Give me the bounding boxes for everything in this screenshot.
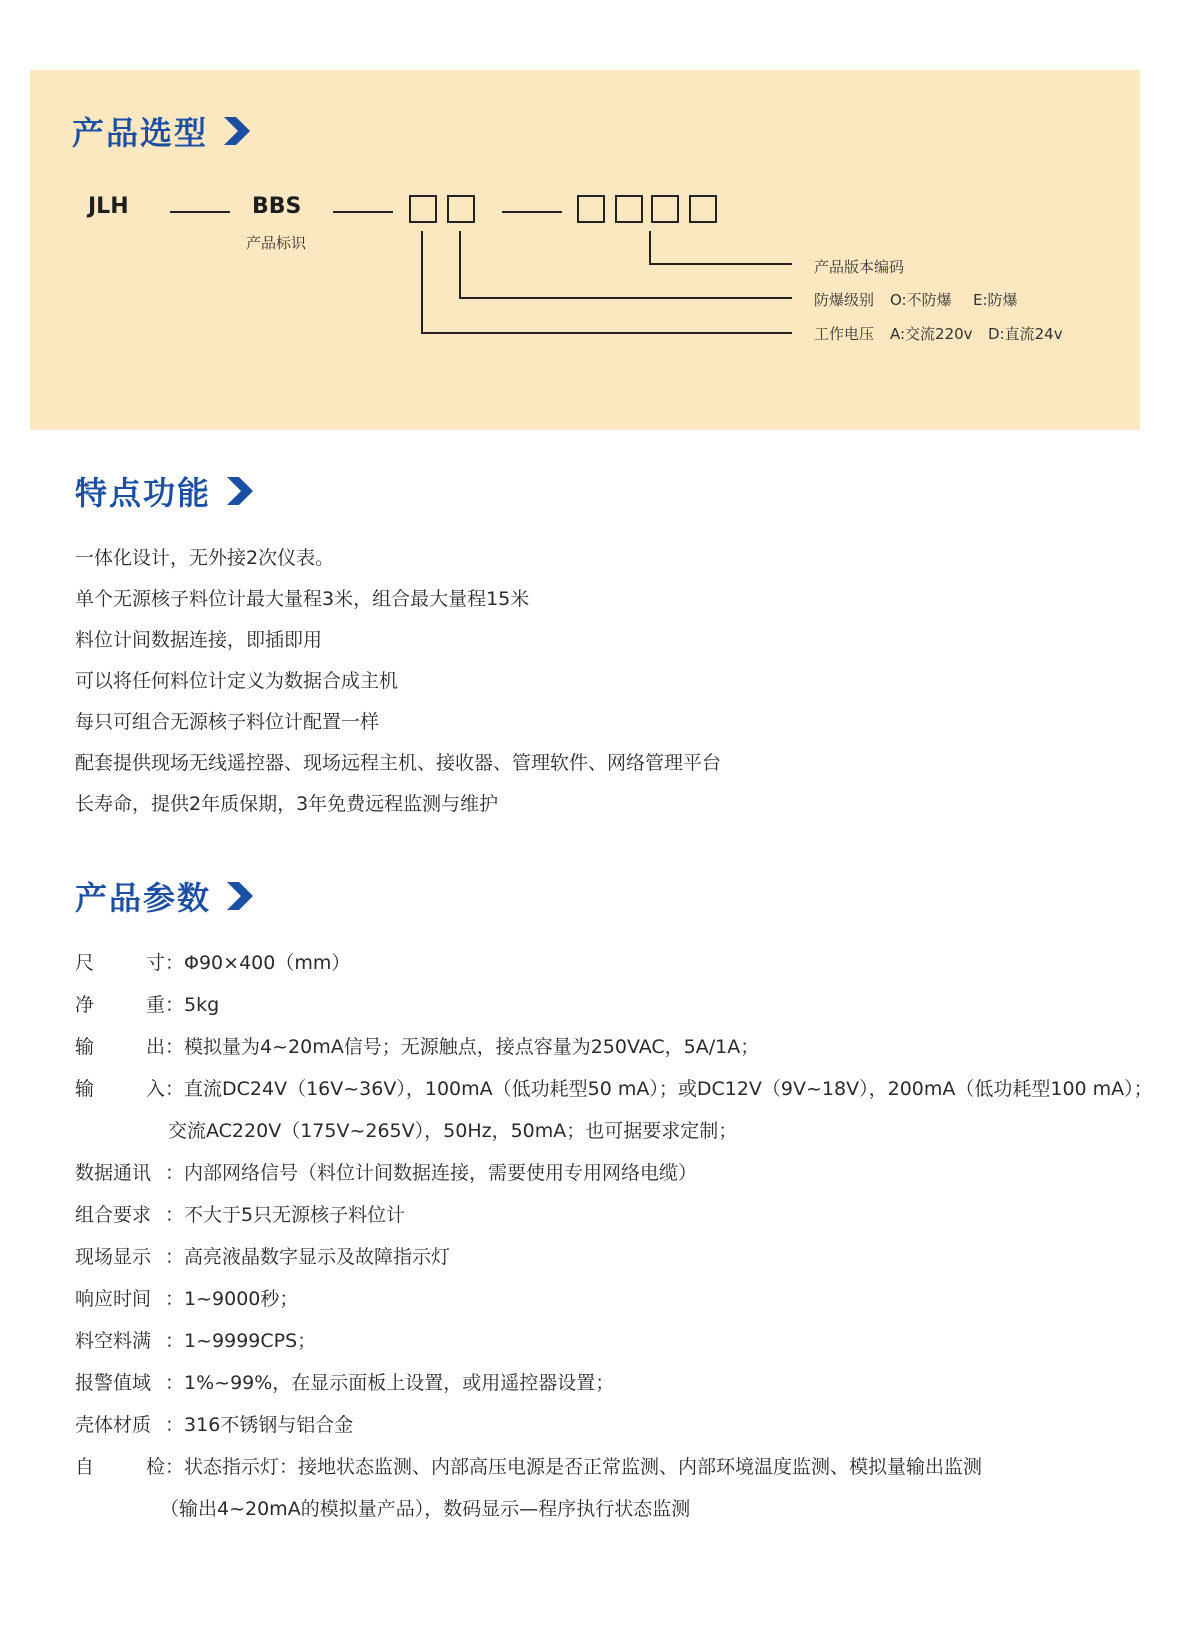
param-row-weight: 净重 ：5kg xyxy=(75,990,165,1017)
code-box-5 xyxy=(652,196,678,222)
param-value: 内部网络信号（料位计间数据连接，需要使用专用网络电缆） xyxy=(184,1162,698,1184)
code-box-1 xyxy=(410,196,436,222)
code-part-bbs: BBS xyxy=(252,194,302,219)
param-value: 高亮液晶数字显示及故障指示灯 xyxy=(184,1246,451,1268)
param-label: 数据通讯 xyxy=(75,1162,152,1184)
param-row-self-check: 自检 ：状态指示灯：接地状态监测、内部高压电源是否正常监测、内部环境温度监测、模拟量输出监测 xyxy=(75,1452,165,1479)
selection-diagram xyxy=(30,70,1140,430)
legend-explosion: 防爆级别 xyxy=(814,291,875,309)
param-label: 净重 xyxy=(75,994,165,1016)
selection-panel xyxy=(30,70,1140,430)
feature-item: 长寿命，提供2年质保期，3年免费远程监测与维护 xyxy=(75,793,499,815)
feature-item: 单个无源核子料位计最大量程3米，组合最大量程15米 xyxy=(75,588,530,610)
param-label: 组合要求 xyxy=(75,1204,152,1226)
param-value: 直流DC24V（16V~36V），100mA（低功耗型50 mA）；或DC12V（9V~18V），200mA（低功耗型100 mA）； xyxy=(184,1078,1153,1100)
code-part-jlh: JLH xyxy=(88,194,129,219)
feature-item: 一体化设计，无外接2次仪表。 xyxy=(75,547,335,569)
chevron-right-icon xyxy=(225,475,255,507)
param-label: 输出 xyxy=(75,1036,165,1058)
param-value: 1~9000秒； xyxy=(184,1288,299,1310)
param-row-communication: 数据通讯 ：内部网络信号（料位计间数据连接，需要使用专用网络电缆） xyxy=(75,1158,165,1185)
param-value: 模拟量为4~20mA信号；无源触点，接点容量为250VAC，5A/1A； xyxy=(184,1036,760,1058)
param-row-size: 尺寸 ：Φ90×400（mm） xyxy=(75,948,165,975)
legend-voltage: 工作电压 xyxy=(814,325,875,343)
features-title xyxy=(75,468,255,514)
code-box-3 xyxy=(578,196,604,222)
param-row-output: 输出 ：模拟量为4~20mA信号；无源触点，接点容量为250VAC，5A/1A； xyxy=(75,1032,165,1059)
feature-item: 每只可组合无源核子料位计配置一样 xyxy=(75,711,380,733)
param-row-empty-full: 料空料满 ：1~9999CPS； xyxy=(75,1326,165,1353)
param-row-combination: 组合要求 ：不大于5只无源核子料位计 xyxy=(75,1200,165,1227)
legend-voltage-a: A:交流220v xyxy=(890,325,973,343)
param-value: 1~9999CPS； xyxy=(184,1330,317,1352)
params-title xyxy=(75,873,255,919)
legend-explosion-o: O:不防爆 xyxy=(890,291,952,309)
param-row-response: 响应时间 ：1~9000秒； xyxy=(75,1284,165,1311)
param-label: 现场显示 xyxy=(75,1246,152,1268)
param-value: 不大于5只无源核子料位计 xyxy=(184,1204,406,1226)
param-value: 状态指示灯：接地状态监测、内部高压电源是否正常监测、内部环境温度监测、模拟量输出监测 xyxy=(184,1456,983,1478)
leader-voltage xyxy=(422,231,792,333)
param-value-continued: （输出4~20mA的模拟量产品），数码显示—程序执行状态监测 xyxy=(160,1498,691,1520)
param-value: 5kg xyxy=(184,994,220,1016)
chevron-right-icon xyxy=(225,880,255,912)
param-value-continued: 交流AC220V（175V~265V），50Hz，50mA；也可据要求定制； xyxy=(168,1120,738,1142)
features-title-text: 特点功能 xyxy=(75,474,212,512)
code-caption: 产品标识 xyxy=(246,234,307,252)
param-row-alarm: 报警值域 ：1%~99%，在显示面板上设置，或用遥控器设置； xyxy=(75,1368,165,1395)
param-label: 壳体材质 xyxy=(75,1414,152,1436)
code-box-4 xyxy=(616,196,642,222)
leader-version xyxy=(650,231,792,264)
param-label: 报警值域 xyxy=(75,1372,152,1394)
legend-voltage-d: D:直流24v xyxy=(988,325,1063,343)
param-row-input: 输入 ：直流DC24V（16V~36V），100mA（低功耗型50 mA）；或DC12V（9V~18V），200mA（低功耗型100 mA）； xyxy=(75,1074,165,1101)
legend-explosion-e: E:防爆 xyxy=(973,291,1018,309)
code-box-2 xyxy=(448,196,474,222)
param-value: 1%~99%，在显示面板上设置，或用遥控器设置； xyxy=(184,1372,615,1394)
feature-item: 可以将任何料位计定义为数据合成主机 xyxy=(75,670,399,692)
param-label: 料空料满 xyxy=(75,1330,152,1352)
code-box-6 xyxy=(690,196,716,222)
param-label: 自检 xyxy=(75,1456,165,1478)
legend-version: 产品版本编码 xyxy=(814,258,905,276)
param-row-display: 现场显示 ：高亮液晶数字显示及故障指示灯 xyxy=(75,1242,165,1269)
param-label: 输入 xyxy=(75,1078,165,1100)
param-label: 尺寸 xyxy=(75,952,165,974)
selection-title-text: 产品选型 xyxy=(72,114,209,152)
feature-item: 配套提供现场无线遥控器、现场远程主机、接收器、管理软件、网络管理平台 xyxy=(75,752,722,774)
param-value: Φ90×400（mm） xyxy=(184,952,351,974)
params-title-text: 产品参数 xyxy=(75,879,212,917)
param-row-material: 壳体材质 ：316不锈钢与铝合金 xyxy=(75,1410,165,1437)
param-value: 316不锈钢与铝合金 xyxy=(184,1414,354,1436)
feature-item: 料位计间数据连接，即插即用 xyxy=(75,629,323,651)
param-label: 响应时间 xyxy=(75,1288,152,1310)
